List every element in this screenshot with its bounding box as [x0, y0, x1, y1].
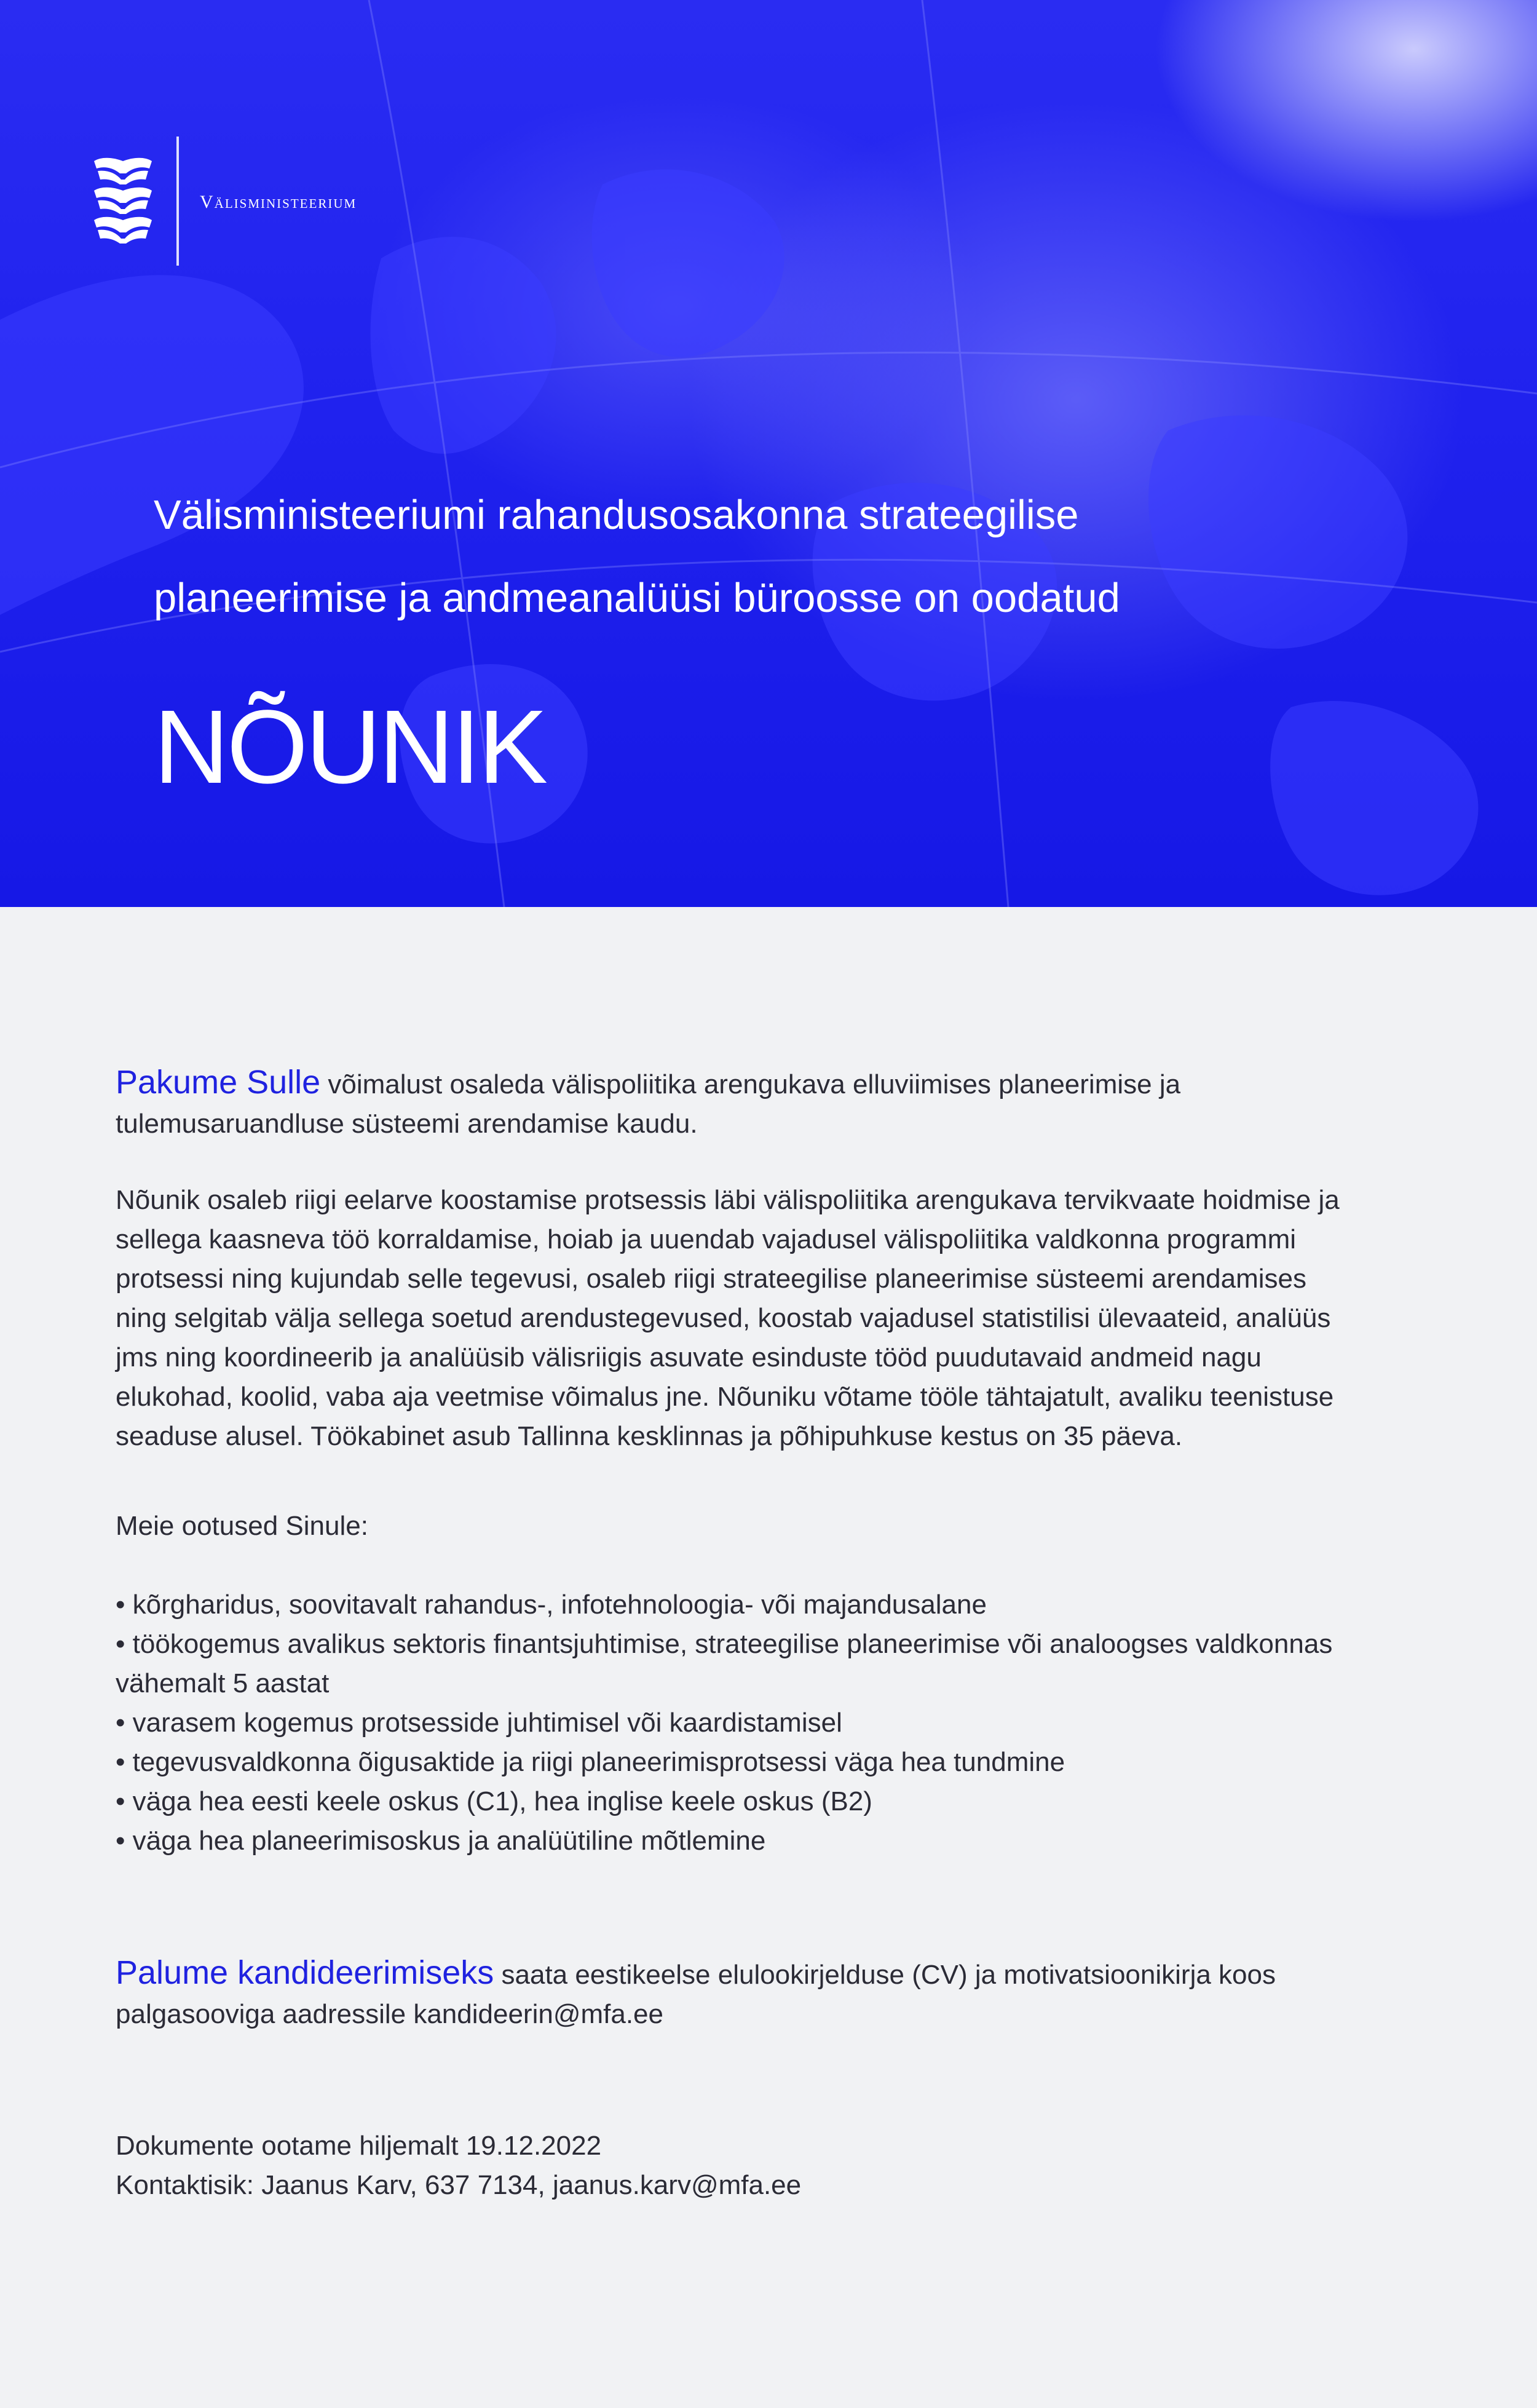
offer-lead: Pakume Sulle [116, 1064, 321, 1101]
list-item: • väga hea eesti keele oskus (C1), hea inglise keele oskus (B2) [116, 1786, 872, 1816]
hero-banner [0, 0, 1537, 907]
list-item: • kõrgharidus, soovitavalt rahandus-, infotehnoloogia- või majandusalane [116, 1590, 987, 1620]
intro-text [154, 473, 1260, 640]
job-description [116, 1063, 1345, 2205]
apply-paragraph [116, 1953, 1345, 2034]
offer-text: võimalust osaleda välispoliitika arengukava elluviimises planeerimise ja tulemusaruandluse süsteemi arendamise kaudu. [116, 1069, 1181, 1139]
offer-paragraph [116, 1063, 1345, 1144]
logo-divider [176, 137, 179, 266]
description-paragraph: Nõunik osaleb riigi eelarve koostamise protsessis läbi välispoliitika arengukava tervikvaate hoidmise ja sellega kaasneva töö korraldamise, hoiab ja uuendab vajadusel välispoliitika valdkonna programmi protsessi ning kujundab selle tegevusi, osaleb riigi strateegilise planeerimise süsteemi arendamises ning selgitab välja sellega soetud arendustegevused, koostab vajadusel statistilisi ülevaateid, analüüs jms ning koordineerib ja analüüsib välisriigis asuvate esinduste tööd puudutavaid andmeid nagu elukohad, koolid, vaba aja veetmise võimalus jne. Nõuniku võtame tööle tähtajatult, avaliku teenistuse seaduse alusel. Töökabinet asub Tallinna kesklinnas ja põhipuhkuse kestus on 35 päeva. [116, 1185, 1340, 1451]
deadline-text: Dokumente ootame hiljemalt 19.12.2022 [116, 2131, 602, 2161]
contact-text: Kontaktisik: Jaanus Karv, 637 7134, jaanus.karv@mfa.ee [116, 2170, 802, 2200]
intro-line-2: planeerimise ja andmeanalüüsi büroosse on oodatud [154, 575, 1120, 621]
ministry-name: Välisministeerium [200, 192, 357, 212]
job-title: NÕUNIK [154, 689, 546, 806]
three-lions-crest-icon [89, 155, 157, 247]
list-item: • väga hea planeerimisoskus ja analüütiline mõtlemine [116, 1826, 766, 1856]
intro-line-1: Välisministeeriumi rahandusosakonna strateegilise [154, 492, 1079, 538]
expectations-heading: Meie ootused Sinule: [116, 1511, 368, 1541]
list-item: • tegevusvaldkonna õigusaktide ja riigi planeerimisprotsessi väga hea tundmine [116, 1747, 1065, 1777]
list-item: • varasem kogemus protsesside juhtimisel või kaardistamisel [116, 1708, 842, 1738]
apply-lead: Palume kandideerimiseks [116, 1954, 494, 1991]
apply-text: saata eestikeelse elulookirjelduse (CV) ja motivatsioonikirja koos palgasooviga aadressile kandideerin@mfa.ee [116, 1960, 1276, 2029]
requirements-list [116, 1585, 1345, 1861]
list-item: • töökogemus avalikus sektoris finantsjuhtimise, strateegilise planeerimise või analoogses valdkonnas vähemalt 5 aastat [116, 1629, 1333, 1698]
